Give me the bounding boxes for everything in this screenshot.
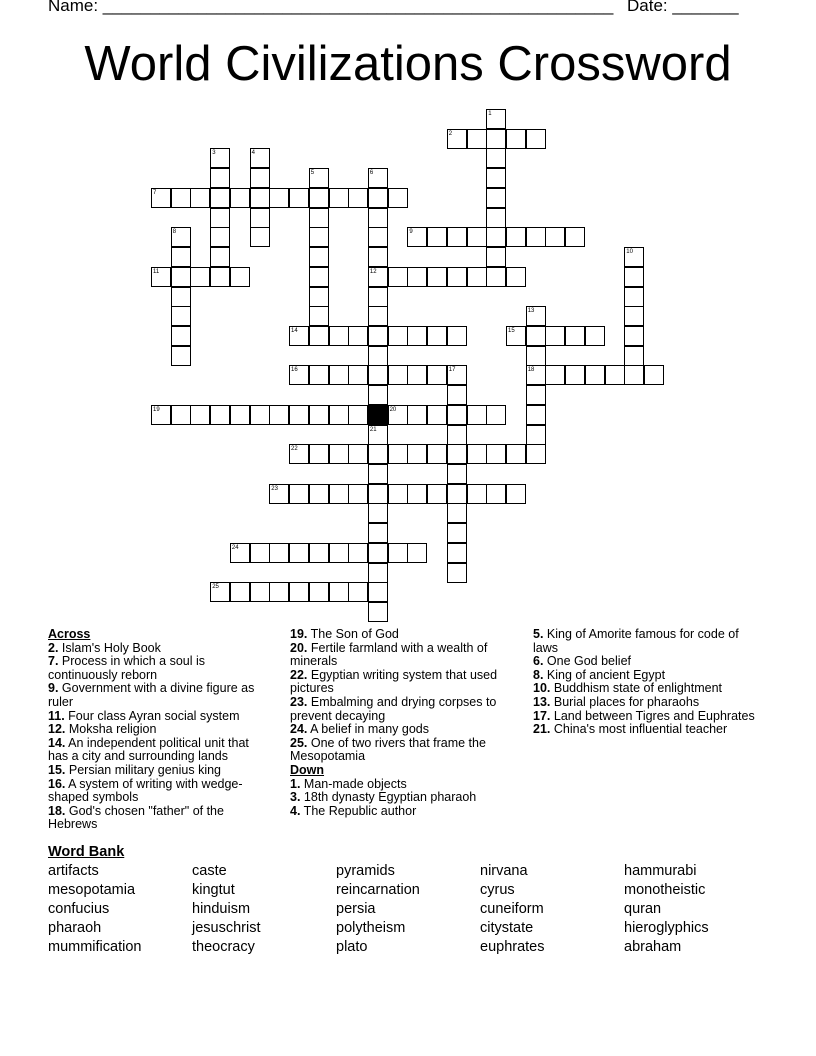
grid-cell[interactable]: [309, 227, 329, 247]
grid-cell[interactable]: [171, 188, 191, 208]
grid-cell[interactable]: [309, 247, 329, 267]
grid-cell[interactable]: [151, 188, 171, 208]
grid-cell[interactable]: [210, 267, 230, 287]
grid-cell[interactable]: [447, 385, 467, 405]
grid-cell[interactable]: [289, 444, 309, 464]
grid-cell[interactable]: [348, 543, 368, 563]
grid-cell[interactable]: [486, 444, 506, 464]
grid-cell[interactable]: [368, 523, 388, 543]
grid-cell[interactable]: [210, 208, 230, 228]
word-bank: [48, 862, 808, 962]
grid-cell[interactable]: [171, 267, 191, 287]
grid-cell[interactable]: [368, 287, 388, 307]
grid-cell[interactable]: [388, 543, 408, 563]
grid-cell[interactable]: [190, 405, 210, 425]
grid-cell[interactable]: [624, 247, 644, 267]
grid-cell[interactable]: [309, 326, 329, 346]
grid-cell[interactable]: [526, 227, 546, 247]
grid-cell[interactable]: [624, 346, 644, 366]
grid-cell[interactable]: [309, 267, 329, 287]
word-bank-item: mummification: [48, 939, 142, 955]
word-bank-item: jesuschrist: [192, 920, 261, 936]
grid-cell[interactable]: [447, 365, 467, 385]
clue-number: 18: [527, 367, 535, 374]
word-bank-item: nirvana: [480, 863, 528, 879]
clues-column-1: [48, 628, 270, 832]
down-clue: 17. Land between Tigres and Euphrates: [533, 708, 755, 723]
grid-cell[interactable]: [269, 484, 289, 504]
clue-number: 8: [172, 229, 177, 236]
grid-cell[interactable]: [585, 365, 605, 385]
clue-number: 16: [291, 367, 298, 374]
grid-cell[interactable]: [309, 582, 329, 602]
down-clue: 3. 18th dynasty Egyptian pharaoh: [290, 790, 477, 805]
clues-column-2: [290, 628, 512, 818]
clues-column-3: [533, 628, 755, 737]
grid-cell[interactable]: [467, 484, 487, 504]
grid-cell[interactable]: [329, 405, 349, 425]
clue-number: 23: [271, 485, 278, 492]
grid-cell[interactable]: [447, 484, 467, 504]
clue-number: 2: [448, 130, 453, 137]
date-field[interactable]: Date: _______: [627, 0, 739, 15]
grid-cell[interactable]: [526, 425, 546, 445]
grid-cell[interactable]: [624, 267, 644, 287]
clue-number: 3: [212, 150, 216, 157]
grid-cell[interactable]: [388, 405, 408, 425]
grid-cell[interactable]: [309, 208, 329, 228]
grid-cell[interactable]: [368, 464, 388, 484]
grid-cell[interactable]: [506, 227, 526, 247]
grid-cell[interactable]: [250, 405, 270, 425]
clue-number: 21: [369, 426, 377, 433]
grid-cell[interactable]: [388, 188, 408, 208]
word-bank-item: reincarnation: [336, 882, 420, 898]
grid-cell[interactable]: [407, 365, 427, 385]
across-clue: 24. A belief in many gods: [290, 722, 429, 737]
clue-number: 13: [527, 308, 535, 315]
grid-cell[interactable]: [230, 267, 250, 287]
across-clue: 15. Persian military genius king: [48, 762, 222, 777]
grid-cell[interactable]: [250, 168, 270, 188]
grid-cell[interactable]: [289, 543, 309, 563]
grid-cell[interactable]: [250, 208, 270, 228]
grid-cell[interactable]: [486, 247, 506, 267]
grid-cell[interactable]: [427, 227, 447, 247]
grid-cell[interactable]: [171, 306, 191, 326]
grid-cell[interactable]: [368, 365, 388, 385]
word-bank-item: kingtut: [192, 882, 235, 898]
grid-cell[interactable]: [329, 326, 349, 346]
word-bank-item: mesopotamia: [48, 882, 136, 898]
grid-cell[interactable]: [526, 405, 546, 425]
across-clue: 16. A system of writing with wedge-shaped symbols: [48, 776, 243, 805]
grid-cell[interactable]: [190, 188, 210, 208]
grid-cell[interactable]: [447, 129, 467, 149]
grid-cell[interactable]: [407, 267, 427, 287]
grid-cell[interactable]: [210, 227, 230, 247]
grid-cell[interactable]: [624, 326, 644, 346]
grid-cell[interactable]: [309, 405, 329, 425]
grid-cell[interactable]: [309, 444, 329, 464]
grid-cell[interactable]: [447, 425, 467, 445]
grid-cell[interactable]: [210, 168, 230, 188]
grid-cell[interactable]: [388, 365, 408, 385]
word-bank-item: polytheism: [336, 920, 406, 936]
grid-cell[interactable]: [486, 267, 506, 287]
word-bank-item: artifacts: [48, 863, 99, 879]
word-bank-item: citystate: [480, 920, 534, 936]
grid-cell[interactable]: [368, 503, 388, 523]
grid-cell[interactable]: [526, 365, 546, 385]
clue-number: 24: [231, 544, 239, 551]
clue-number: 15: [508, 327, 515, 334]
grid-cell[interactable]: [447, 227, 467, 247]
word-bank-item: caste: [192, 863, 227, 879]
grid-cell[interactable]: [309, 365, 329, 385]
grid-cell[interactable]: [624, 287, 644, 307]
across-clue: 11. Four class Ayran social system: [48, 708, 240, 723]
grid-cell[interactable]: [506, 267, 526, 287]
word-bank-item: hinduism: [192, 901, 251, 917]
grid-cell[interactable]: [368, 267, 388, 287]
grid-cell[interactable]: [447, 464, 467, 484]
word-bank-item: pyramids: [336, 863, 395, 879]
grid-cell[interactable]: [368, 188, 388, 208]
grid-cell[interactable]: [210, 247, 230, 267]
grid-cell[interactable]: [250, 148, 270, 168]
grid-cell[interactable]: [486, 109, 506, 129]
grid-cell[interactable]: [171, 405, 191, 425]
grid-cell[interactable]: [624, 365, 644, 385]
grid-cell[interactable]: [447, 444, 467, 464]
grid-cell[interactable]: [486, 188, 506, 208]
grid-cell[interactable]: [250, 582, 270, 602]
clue-number: 11: [153, 268, 160, 275]
grid-cell[interactable]: [348, 188, 368, 208]
grid-cell[interactable]: [407, 484, 427, 504]
clue-number: 22: [291, 446, 298, 453]
grid-cell[interactable]: [368, 602, 388, 622]
grid-cell[interactable]: [210, 188, 230, 208]
down-clue: 13. Burial places for pharaohs: [533, 694, 700, 709]
across-clue: 22. Egyptian writing system that used pictures: [290, 667, 498, 696]
word-bank-item: hieroglyphics: [624, 920, 709, 936]
grid-cell[interactable]: [368, 484, 388, 504]
down-clue: 4. The Republic author: [290, 803, 417, 818]
grid-cell[interactable]: [289, 365, 309, 385]
grid-cell[interactable]: [526, 444, 546, 464]
grid-cell[interactable]: [171, 287, 191, 307]
grid-cell[interactable]: [210, 582, 230, 602]
word-bank-heading: Word Bank: [48, 844, 125, 860]
grid-cell[interactable]: [486, 227, 506, 247]
word-bank-item: persia: [336, 901, 376, 917]
grid-cell[interactable]: [407, 543, 427, 563]
grid-cell[interactable]: [230, 543, 250, 563]
grid-cell[interactable]: [269, 543, 289, 563]
word-bank-item: theocracy: [192, 939, 255, 955]
grid-cell[interactable]: [565, 227, 585, 247]
grid-cell[interactable]: [309, 484, 329, 504]
word-bank-item: euphrates: [480, 939, 545, 955]
grid-cell[interactable]: [171, 346, 191, 366]
clue-number: 14: [291, 327, 298, 334]
grid-cell[interactable]: [467, 267, 487, 287]
word-bank-item: cuneiform: [480, 901, 544, 917]
grid-cell[interactable]: [545, 227, 565, 247]
word-bank-item: quran: [624, 901, 662, 917]
grid-cell[interactable]: [447, 503, 467, 523]
grid-cell[interactable]: [545, 365, 565, 385]
grid-cell[interactable]: [467, 405, 487, 425]
grid-cell[interactable]: [171, 247, 191, 267]
grid-cell[interactable]: [309, 306, 329, 326]
grid-cell[interactable]: [230, 582, 250, 602]
word-bank-item: abraham: [624, 939, 682, 955]
grid-cell[interactable]: [467, 227, 487, 247]
down-clue: 6. One God belief: [533, 654, 631, 669]
grid-cell[interactable]: [407, 405, 427, 425]
grid-cell[interactable]: [250, 227, 270, 247]
grid-cell[interactable]: [269, 582, 289, 602]
clue-number: 17: [448, 367, 456, 374]
across-clue: 9. Government with a divine figure as ruler: [48, 681, 255, 709]
grid-cell[interactable]: [309, 543, 329, 563]
grid-cell[interactable]: [447, 405, 467, 425]
page-title: World Civilizations Crossword: [84, 37, 732, 91]
grid-cell[interactable]: [250, 543, 270, 563]
word-bank-item: hammurabi: [624, 863, 697, 879]
grid-cell[interactable]: [388, 444, 408, 464]
across-clue: 12. Moksha religion: [48, 722, 157, 737]
grid-cell[interactable]: [368, 326, 388, 346]
grid-cell[interactable]: [526, 326, 546, 346]
grid-cell[interactable]: [368, 543, 388, 563]
grid-cell[interactable]: [486, 484, 506, 504]
grid-cell[interactable]: [447, 267, 467, 287]
grid-cell[interactable]: [486, 208, 506, 228]
grid-cell[interactable]: [506, 444, 526, 464]
across-clue: 2. Islam's Holy Book: [48, 640, 161, 655]
clue-number: 12: [369, 268, 377, 275]
clue-number: 19: [153, 406, 160, 413]
grid-cell[interactable]: [565, 365, 585, 385]
grid-block: [368, 405, 388, 425]
grid-cell[interactable]: [329, 365, 349, 385]
grid-cell[interactable]: [467, 129, 487, 149]
clue-number: 6: [369, 170, 374, 177]
grid-cell[interactable]: [368, 168, 388, 188]
across-clue: 19. The Son of God: [290, 627, 399, 641]
grid-cell[interactable]: [269, 405, 289, 425]
across-clue: 18. God's chosen "father" of the Hebrews: [48, 803, 224, 832]
grid-cell[interactable]: [605, 365, 625, 385]
across-clue: 25. One of two rivers that frame the Mesopotamia: [290, 735, 486, 764]
grid-cell[interactable]: [506, 326, 526, 346]
grid-cell[interactable]: [427, 267, 447, 287]
grid-cell[interactable]: [427, 444, 447, 464]
across-clue: 7. Process in which a soul is continuously reborn: [48, 654, 206, 682]
word-bank-item: cyrus: [480, 882, 515, 898]
grid-cell[interactable]: [486, 129, 506, 149]
clue-number: 9: [409, 229, 413, 236]
grid-cell[interactable]: [329, 582, 349, 602]
grid-cell[interactable]: [269, 188, 289, 208]
grid-cell[interactable]: [565, 326, 585, 346]
down-clue: 5. King of Amorite famous for code of laws: [533, 627, 739, 655]
grid-cell[interactable]: [427, 484, 447, 504]
grid-cell[interactable]: [545, 326, 565, 346]
grid-cell[interactable]: [329, 188, 349, 208]
grid-cell[interactable]: [585, 326, 605, 346]
grid-cell[interactable]: [368, 227, 388, 247]
clue-number: 20: [389, 406, 397, 413]
grid-cell[interactable]: [289, 484, 309, 504]
clue-number: 10: [626, 249, 633, 255]
grid-cell[interactable]: [368, 444, 388, 464]
grid-cell[interactable]: [348, 365, 368, 385]
grid-cell[interactable]: [427, 326, 447, 346]
across-clue: 14. An independent political unit that has a city and surrounding lands: [48, 735, 249, 764]
grid-cell[interactable]: [171, 326, 191, 346]
grid-cell[interactable]: [250, 188, 270, 208]
grid-cell[interactable]: [467, 444, 487, 464]
grid-cell[interactable]: [486, 148, 506, 168]
grid-cell[interactable]: [309, 287, 329, 307]
grid-cell[interactable]: [289, 326, 309, 346]
grid-cell[interactable]: [368, 563, 388, 583]
grid-cell[interactable]: [329, 444, 349, 464]
grid-cell[interactable]: [624, 306, 644, 326]
clue-number: 4: [251, 150, 255, 157]
grid-cell[interactable]: [210, 405, 230, 425]
across-heading: Across: [48, 627, 91, 641]
grid-cell[interactable]: [230, 405, 250, 425]
grid-cell[interactable]: [329, 543, 349, 563]
name-field[interactable]: Name: ______________________________________________________: [48, 0, 614, 15]
grid-cell[interactable]: [427, 365, 447, 385]
grid-cell[interactable]: [368, 425, 388, 445]
grid-cell[interactable]: [447, 543, 467, 563]
grid-cell[interactable]: [309, 188, 329, 208]
grid-cell[interactable]: [190, 267, 210, 287]
grid-cell[interactable]: [368, 385, 388, 405]
grid-cell[interactable]: [289, 188, 309, 208]
grid-cell[interactable]: [526, 385, 546, 405]
down-clue: 8. King of ancient Egypt: [533, 667, 666, 682]
grid-cell[interactable]: [388, 326, 408, 346]
grid-cell[interactable]: [506, 129, 526, 149]
grid-cell[interactable]: [447, 523, 467, 543]
down-heading: Down: [290, 762, 325, 777]
across-clue: 23. Embalming and drying corpses to prevent decaying: [290, 694, 497, 723]
grid-cell[interactable]: [407, 326, 427, 346]
grid-cell[interactable]: [526, 129, 546, 149]
grid-cell[interactable]: [526, 306, 546, 326]
grid-cell[interactable]: [289, 582, 309, 602]
grid-cell[interactable]: [368, 208, 388, 228]
grid-cell[interactable]: [447, 563, 467, 583]
word-bank-item: plato: [336, 939, 368, 955]
grid-cell[interactable]: [348, 405, 368, 425]
grid-cell[interactable]: [348, 444, 368, 464]
grid-cell[interactable]: [526, 346, 546, 366]
grid-cell[interactable]: [506, 484, 526, 504]
grid-cell[interactable]: [348, 326, 368, 346]
grid-cell[interactable]: [368, 346, 388, 366]
across-clue: 20. Fertile farmland with a wealth of minerals: [290, 640, 488, 669]
grid-cell[interactable]: [388, 484, 408, 504]
grid-cell[interactable]: [486, 168, 506, 188]
grid-cell[interactable]: [388, 267, 408, 287]
grid-cell[interactable]: [407, 444, 427, 464]
grid-cell[interactable]: [230, 188, 250, 208]
down-clue: 1. Man-made objects: [290, 776, 407, 791]
grid-cell[interactable]: [151, 267, 171, 287]
clue-number: 7: [153, 189, 157, 196]
grid-cell[interactable]: [644, 365, 664, 385]
grid-cell[interactable]: [486, 405, 506, 425]
grid-cell[interactable]: [348, 582, 368, 602]
grid-cell[interactable]: [171, 227, 191, 247]
grid-cell[interactable]: [309, 168, 329, 188]
word-bank-item: monotheistic: [624, 882, 706, 898]
down-clue: 21. China's most influential teacher: [533, 722, 728, 737]
clue-number: 25: [212, 584, 219, 591]
clue-number: 5: [310, 170, 315, 177]
down-clue: 10. Buddhism state of enlightment: [533, 681, 723, 696]
grid-cell[interactable]: [151, 405, 171, 425]
word-bank-item: confucius: [48, 901, 110, 917]
grid-cell[interactable]: [329, 484, 349, 504]
grid-cell[interactable]: [368, 247, 388, 267]
grid-cell[interactable]: [407, 227, 427, 247]
clue-number: 1: [488, 111, 492, 117]
grid-cell[interactable]: [427, 405, 447, 425]
grid-cell[interactable]: [368, 582, 388, 602]
grid-cell[interactable]: [447, 326, 467, 346]
word-bank-item: pharaoh: [48, 920, 102, 936]
grid-cell[interactable]: [210, 148, 230, 168]
grid-cell[interactable]: [348, 484, 368, 504]
grid-cell[interactable]: [289, 405, 309, 425]
grid-cell[interactable]: [368, 306, 388, 326]
